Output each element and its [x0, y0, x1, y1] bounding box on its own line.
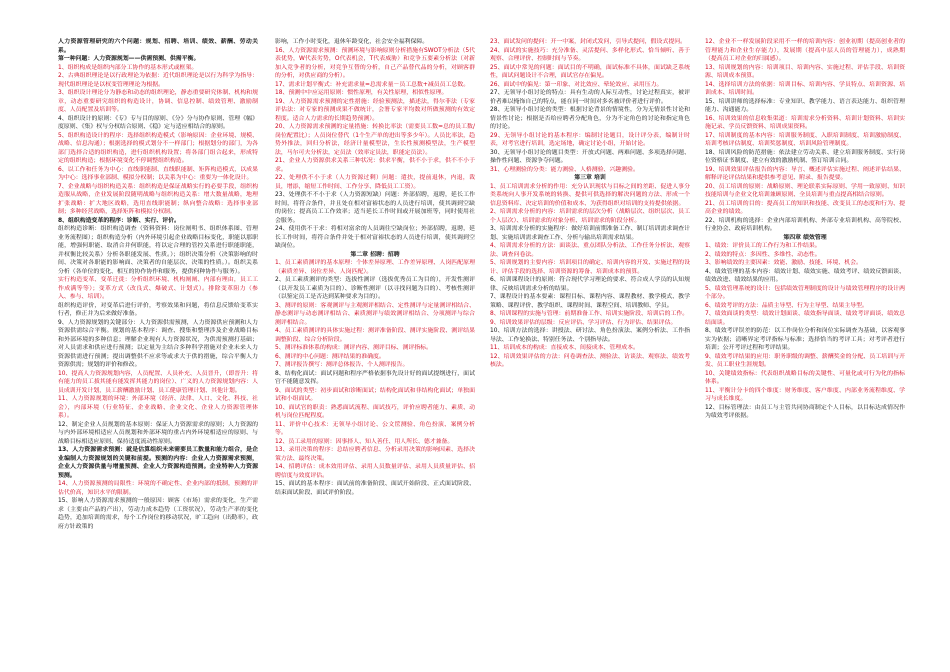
paragraph: 15、影响人力资源需求预测的一般原因：顾客（市场）需求的变化，生产需求（主要由产品的产出），劳动力成本趋势（工资状况），劳动生产率的变化趋势，追加培训的需求，每个工作岗位的移动状况，旷工趋向（出勤率），政府方针政策的 — [58, 498, 258, 530]
paragraph: 影响，工作小时变化，退休年龄变化，社会安全福利保障。 — [275, 39, 429, 45]
paragraph: 18、培训风险的防范措施：依法建立劳动关系、建立培训服务制度、实行岗位资格证书制度、建立有效的激励机制、签订培训合同。 — [705, 149, 905, 164]
paragraph: 8、组织构造变革的程序：诊断、实行、评价。 — [58, 217, 180, 224]
paragraph: 20、人力资源需求预测的定量措施：转换比率法（需要员工数=总的员工数/岗位配置比）；人员岗位替代（1个生产单的进出等多少年）。人员比率法，趋势外推法，回归分析法，经济计量模型法，生长性预测模型法，生产模型法，马尔可夫分析法，定员法（效率定员法，职能定员法）。 — [275, 124, 475, 156]
paragraph: 4、员工素质测评的具体实施过程：测评准备阶段、测评实施阶段、测评结果调整阶段、综合分析阶段。 — [275, 328, 475, 343]
paragraph: 17、需求计划平衡式：补充需求量=总需求量－员工总数+减员员工总数。 — [275, 81, 470, 88]
paragraph: 9、人力资源规划的关键部分：人力资源供需预测，人力资源供应预测和人力资源供需综合平衡。规划的基本程序：调查、搜集和整理涉及企业战略目标和外部环境的多种信息；理解企业现有人力资源状况，为供需预测打基础；对人员需求和供应进行预测；以定量为主结合多种科学措施对企业未来人力资源供需进行预测；提出调整供不应求等或求大于供的措施，综合平衡人力资源供需；规划的评价和修改。 — [58, 319, 258, 368]
paragraph: 12、员工录用的原则：因事择人、知人善任、用人所长、德才兼备。 — [275, 438, 454, 445]
paragraph: 组织构造诊断：组织构造调查（资料资料：岗位阐明书、组织体系图、管理业务流程图）；组织构造分析（内外环境引起企业战略目标变化，职能以那职能，增强何职能、取消合并何职能，将以定合理的管控关系进行职能职能，并权衡比较关系）分析各职能发展、性质。）；组织决策分析（决策影响的时间、决策对各职能的影响面、决策者的自能层次、决策的性质。）。组织关系分析（各单位的变化、相互的协作协作和服务，提供何种协作与服务）。 — [58, 226, 258, 275]
paragraph: 实行构造变革、变革迁徙：分析组织环境、机构阐阐、内部有理由，员工工作成满等等）；变革方式（改良式、爆破式、计划式）。排除变革阻力（参入、参与、培训）。 — [58, 277, 258, 300]
paragraph: 10、面试官的职责：熟悉面试流程、面试技巧，评价应聘者能力、素质、动机与岗位匹配程度。 — [275, 404, 475, 419]
paragraph: 组织构造评价，对变革后进行评价，考察效果和问题，将信息反馈给变革实行者，修正并为后来做好准备。 — [58, 302, 258, 317]
paragraph: 1、组织构成是组织内部分工协作的基本形式或框架。 — [58, 64, 198, 71]
paragraph: 28、无领导小组讨论的类型：根据讨论背景的情境性，分为无情景性讨论和情景性讨论；根据是否给应聘者分配角色，分为不定角色的讨论和指定角色的讨论。 — [490, 107, 690, 130]
paragraph: 第一种问题：人力资源规划——供需预测、供需平衡。 — [58, 56, 200, 62]
paragraph: 15、培训讲师的选择标准：专业知识、教学能力、语言表达能力、组织管理能力、沟通能力。 — [705, 98, 905, 113]
section-heading: 第二章 招聘：招聘 — [350, 251, 400, 258]
paragraph: 13、人力资源需求预测：就是估算组织未来需要员工数量和能力组合，是企业编制人力资源规划的关键和前提。预测的内容：企业人力资源需求预测，企业人力资源供量与增量预测、企业人力资源构造预测。企业特种人力资源预测。 — [58, 447, 258, 479]
paragraph: 20、员工培训的原则：战略原则、理论联系实际原则、学用一致原则、知识技能培训与企业文化培训兼顾原则、全员培训与重点提高相结合原则。 — [705, 183, 905, 198]
paragraph: 6、测评的中心问题：测评结果的准确度。 — [275, 353, 385, 360]
paragraph: 9、培训效果评估的层级：反应评估、学习评估、行为评估、结果评估。 — [490, 319, 677, 326]
paragraph: 23、处理供不不小于求（人力资源短缺）问题：外部招聘，返聘，延长工作时间，将符合条件，并且处在相对富裕状态的人员进行培训，使其调到空缺的岗位；提高员工工作效率；适当延长工作时间或开展加班等，同时使用社会服务。 — [275, 192, 475, 224]
paragraph: 10、提高人力资源规划内容，人员配置、人员补充、人员晋升，（即晋升：将有能力的员工拔其能有能发挥其能力的岗位）、广义的人力资源规划内容：人员成训开发计划，员工薪酬激励计划、员工健康管理计划、其他计划。 — [58, 370, 258, 394]
paragraph: 2、古典组织理论是以行政理论为依据：近代组织理论是以行为科学为指导：现代组织理论是以权变管理理论为根据。 — [58, 73, 258, 88]
paragraph: 1、绩效：评价员工的工作行为和工作结果。 — [705, 243, 821, 249]
section-heading: 第三章 培训 — [574, 175, 606, 181]
paragraph: 16、培训效果的信息收集渠道：培训需求分析资料、培训计划资料、培训实施记录、学员反馈资料、培训成果资料。 — [705, 115, 905, 130]
paragraph: 14、选择培训方法的依据：培训目标、培训内容、学员特点、培训资源、培训成本、培训时间。 — [705, 81, 905, 96]
paragraph: 24、面试的实施技巧：充分准备、灵活提问、多样化形式、恰当倾听、善于观察、合理评价、控制时间与节奏。 — [490, 47, 690, 62]
paragraph: 3、测评的原则：客观测评与主观测评相结合、定性测评与定量测评相结合、静态测评与动态测评相结合、素质测评与绩效测评相结合、分项测评与综合测评相结合。 — [275, 302, 475, 326]
paragraph: 2、培训需求分析的内容：培训需求的层次分析（战略层次、组织层次、员工个人层次）、培训需求的对象分析、培训需求的阶段分析。 — [490, 209, 690, 224]
section-heading: 第四章 绩效管理 — [783, 234, 827, 241]
paragraph: 6、以工作和任务为中心：直线职能制、直线职能制、矩阵构造模式，以成果为中心：选择事业部制、模拟分权制；以关系为中心：重要为一体化设计。 — [58, 166, 258, 181]
paragraph: 25、面试中常见的问题：面试目的不明确，面试标准不具体，面试缺乏系统性，面试问题设计不合理，面试官存在偏见。 — [490, 64, 690, 79]
text-column-2 — [275, 38, 475, 660]
paragraph: 13、录用决策的程序：总结应聘者信息、分析录用决策的影响因素、选择决策方法、最终决策。 — [275, 447, 475, 462]
paragraph: 6、绩效考评的方法：品质主导型、行为主导型、结果主导型。 — [705, 302, 868, 309]
paragraph: 11、人力资源规划的环境：外部环境（经济、法律、人口、文化、科技、社会），内部环境（行业特征、企业战略、企业文化、企业人力资源管理体系）。 — [58, 396, 258, 419]
paragraph: 10、培训方法的选择：讲授法、研讨法、角色扮演法、案例分析法、工作指导法、工作轮换法、特别任务法、个别指导法。 — [490, 328, 690, 343]
paragraph: 19、人力资源需求预测的定性措施：经验预测法，描述法，得尔菲法（专家评估法：对专家的预测成果不做统计，会署专家平均数对所做预测的有效定程度。适合人力需求的长期趋势预测）。 — [275, 98, 475, 122]
paragraph: 4、培训需求分析的方法：面谈法、重点团队分析法、工作任务分析法、观察法、调查问卷法。 — [490, 243, 690, 258]
paragraph: 1、员工素质测评的基本原理：个体差异原理、工作差异原理、人岗匹配原理（素质差异、岗位差异、人岗匹配）。 — [275, 260, 475, 275]
paragraph: 12、企业不一样发展阶段采用不一样的培训内容：创业初期（提高创业者的管理能力和企业生存能力），发展期（提高中层人员的管理能力），成熟期（提高员工对企业的归属感）。 — [705, 39, 905, 62]
paragraph: 4、组织设计的原则：《专》专与目的原则、《分》分与协作原则、管理《幅》度原则、《集》权与分权结合原则、《稳》定与适应相结合的原则。 — [58, 115, 258, 130]
paragraph: 人力资源管理研究的六个问题：规划、招聘、培训、绩效、薪酬、劳动关系。 — [58, 39, 258, 54]
paragraph: 30、无领导小组讨论的题目类型：开放式问题、两难问题、多项选择问题、操作性问题、资源争夺问题。 — [490, 149, 690, 164]
paragraph: 21、员工培训的目的：提高员工的知识和技能、改变员工的态度和行为、提高企业的绩效。 — [705, 200, 905, 215]
paragraph: 10、关键绩效指标：代表组织战略目标的关键性、可量化或可行为化的指标体系。 — [705, 370, 905, 385]
paragraph: 22、处理供不小于求（人力资源过剩）问题：遣扶，提前退休，内退，裁员，增添，缩短工作时间、工作分享、降低员工工资）。 — [275, 175, 475, 190]
paragraph: 31、心理测验的分类：能力测验、人格测验、兴趣测验。 — [490, 166, 639, 173]
paragraph: 21、企业人力资源供求关系三种状况：供求平衡，供不小于求，供不不小于求。 — [275, 158, 475, 173]
paragraph: 11、培训成本的构成：直接成本、间接成本、管理成本。 — [490, 345, 639, 351]
paragraph: 2、员工素质测评的类型：选拔性测评（选拔优秀员工为目的），开发性测评（以开发员工素质为目的）、诊断性测评（以寻找问题为目的）、考核性测评（以鉴定员工是否达到某种要求为目的）。 — [275, 277, 475, 300]
paragraph: 8、绩效考评误差的防范：以工作岗位分析和岗位实际调查为基础，以客观事实为依据；清晰界定考评指标与标准；选择恰当的考评工具；对考评者进行培训；公开考评过程和考评结果。 — [705, 328, 905, 351]
paragraph: 29、无领导小组讨论的基本程序：编制讨论题目，设计评分表，编制计时表，对考官进行培训，选定场地，确定讨论小组，开始讨论。 — [490, 132, 690, 147]
paragraph: 3、培训需求分析的实施程序：做好培训前期准备工作、制订培训需求调查计划、实施培训需求调查工作、分析与输出培训需求结果。 — [490, 226, 690, 241]
paragraph: 17、培训制度的基本内容：培训服务制度、入职培训制度、培训激励制度、培训考核评估制度、培训奖惩制度、培训风险管理制度。 — [705, 132, 905, 147]
paragraph: 15、面试的基本程序：面试前的准备阶段、面试开始阶段、正式面试阶段、结束面试阶段、面试评价阶段。 — [275, 481, 475, 496]
paragraph: 27、无领导小组讨论的特点：具有生动的人际互动性，讨论过程真实，被评价者难以掩饰自己的特点，能在同一时间对多名被评价者进行评价。 — [490, 90, 690, 105]
paragraph: 18、预测中中应运用原则：惯性原理，有关性原理，相似性原理。 — [275, 90, 448, 96]
paragraph: 5、测评标准体系的构成：测评内容、测评目标、测评指标。 — [275, 345, 432, 351]
paragraph: 3、影响绩效的主要因素：效能、激励、技能、环境、机会。 — [705, 260, 862, 266]
paragraph: 3、组织设计理论分为静态和动态的组织理论，静态重要研究体制、机构和规章，动态重要研究组织的构造设计，协调、信息控制、绩效管理、激励制度、人员配置及培训等。 — [58, 90, 258, 113]
paragraph: 7、测评报告撰写：测评总体报告、个人测评报告。 — [275, 362, 409, 368]
paragraph: 16、人力资源需求预测：预测环境与影响原则分析措施有SWOT分析法（5代表优势，W代表劣势，O代表机会，T代表威胁）和竞争五要素分析法（对新加入竞争者的分析，对竞争互替的分析，自己产品替代品的分析，对顾客群的分析，对供应商的分析）。 — [275, 47, 475, 79]
paragraph: 7、企业战略与组织构造关系：组织构造是保证战略实行的必要手段，组织构造服从战略，企业发展阶段随明战略与组织构造关系：增大数量战略，地理扩张战略：扩大地区战略，选用直线职能制；纵向整合战略：选择事业部制；多种经营战略，选择矩阵和模拟分权制。 — [58, 183, 258, 215]
paragraph: 12、目标管理法：由员工与主管共同协商制定个人目标，以目标达成情况作为绩效考评依据。 — [705, 404, 905, 419]
paragraph: 2、绩效的特点：多因性、多维性、动态性。 — [705, 251, 821, 258]
paragraph: 14、招聘评估：成本效用评估、录用人员数量评估、录用人员质量评估、招聘信度与效度评估。 — [275, 464, 475, 479]
text-column-3 — [490, 38, 690, 660]
paragraph: 1、员工培训需求分析的作用：充分认识现状与目标之间的差距、促进人事分类系统向人事开发系统的转换、提供可供选择的解决问题的方法、形成一个信息资料库、决定培训的价值和成本、为获得组织对培训的支持提供依据。 — [490, 183, 690, 207]
paragraph: 8、培训课程的实施与管理：前期准备工作、培训实施阶段、培训后的工作。 — [490, 311, 689, 317]
paragraph: 9、绩效考评结果的应用：职务职级的调整、薪酬奖金的分配、员工培训与开发、员工职业生涯规划。 — [705, 353, 905, 368]
paragraph: 11、评价中心技术：无领导小组讨论、公文筐测验、角色扮演、案例分析等。 — [275, 421, 475, 436]
paragraph: 19、培训效果评估报告的内容：导言、概述评估实施过程、阐述评估结果、解释评论评估结果和提供参考意见、附录、报告提要。 — [705, 166, 905, 181]
paragraph: 4、绩效管理的基本内容：绩效计划、绩效实施、绩效考评、绩效反馈面谈、绩效改进、绩效结果的应用。 — [705, 268, 905, 283]
paragraph: 14、人力资源预测的局限性：环境的不确定性、企业内部的抵制，预测的评估代价高，知识水平的限制。 — [58, 481, 258, 496]
paragraph: 5、组织构造设计的程序：选择组织构造模式（影响原因：企业环境、规模、战略、信息沟通）；根据选择的模式划分不一样部门；根据划分的部门，为各部门选择合适的组织构造，进行组织机构设置；将各部门组合起来，形成特定的组织构造；根据环境变化不停调整组织构造。 — [58, 132, 258, 164]
paragraph: 22、培训机构的选择：企业内部培训机构、外部专业培训机构、高等院校、行业协会、政府培训机构。 — [705, 217, 905, 232]
paragraph: 12、制定企业人员规划的基本原则：保证人力资源需求的原则；人力资源的与内外部环境相适应人员规划和外部环境的重占内外环境相适应的原则、与战略目标相适应原则、保持适度流动性原则。 — [58, 421, 258, 445]
paragraph: 6、培训课程设计的原则：符合现代学习理论的要求、符合成人学员的认知规律、反映培训需求分析的结果。 — [490, 277, 690, 292]
paragraph: 5、绩效管理系统的设计：包括绩效管理制度的设计与绩效管理程序的设计两个部分。 — [705, 285, 905, 300]
paragraph: 9、面试的类型：初步面试和诊断面试；结构化面试和非结构化面试；单独面试和小组面试。 — [275, 387, 475, 402]
paragraph: 24、使用供不于求：将相对富余的人员调往空缺岗位；外部招聘，返聘，延长工作时间，将符合条件并处于相对富裕状态的人员进行培训，使其调到空缺岗位。 — [275, 226, 475, 249]
paragraph: 8、结构化面试：面试问题和程序严格依据事先设计好的面试提纲进行，面试官不能随意发挥。 — [275, 370, 475, 385]
paragraph: 7、绩效面谈的类型：绩效计划面谈、绩效指导面谈、绩效考评面谈、绩效总结面谈。 — [705, 311, 905, 326]
paragraph: 5、培训规划的主要内容：培训项目的确定、培训内容的开发、实施过程的设计、评估手段的选择、培训资源的筹备、培训成本的预算。 — [490, 260, 690, 275]
paragraph: 11、平衡计分卡的四个维度：财务维度、客户维度、内部业务流程维度、学习与成长维度。 — [705, 387, 905, 402]
paragraph: 23、面试发问的提问：开一中案，封闭式发问，引导式提问，假设式提问。 — [490, 39, 686, 45]
text-column-4 — [705, 38, 905, 660]
paragraph: 13、培训规划的内容：培训项目、培训内容、实施过程、评估手段、培训资源、培训成本预算。 — [705, 64, 905, 79]
paragraph: 12、培训效果评估的方法：问卷调查法、测验法、访谈法、观察法、绩效考核法。 — [490, 353, 690, 368]
paragraph: 26、面试中的偏见：第一印象、对比效应、晕轮效应、录用压力。 — [490, 81, 663, 88]
paragraph: 7、课程设计的基本要素：课程目标、课程内容、课程教材、教学模式、教学策略、课程评价、教学组织、课程时间、课程空间、培训教师、学员。 — [490, 294, 690, 309]
text-column-1 — [58, 38, 258, 660]
